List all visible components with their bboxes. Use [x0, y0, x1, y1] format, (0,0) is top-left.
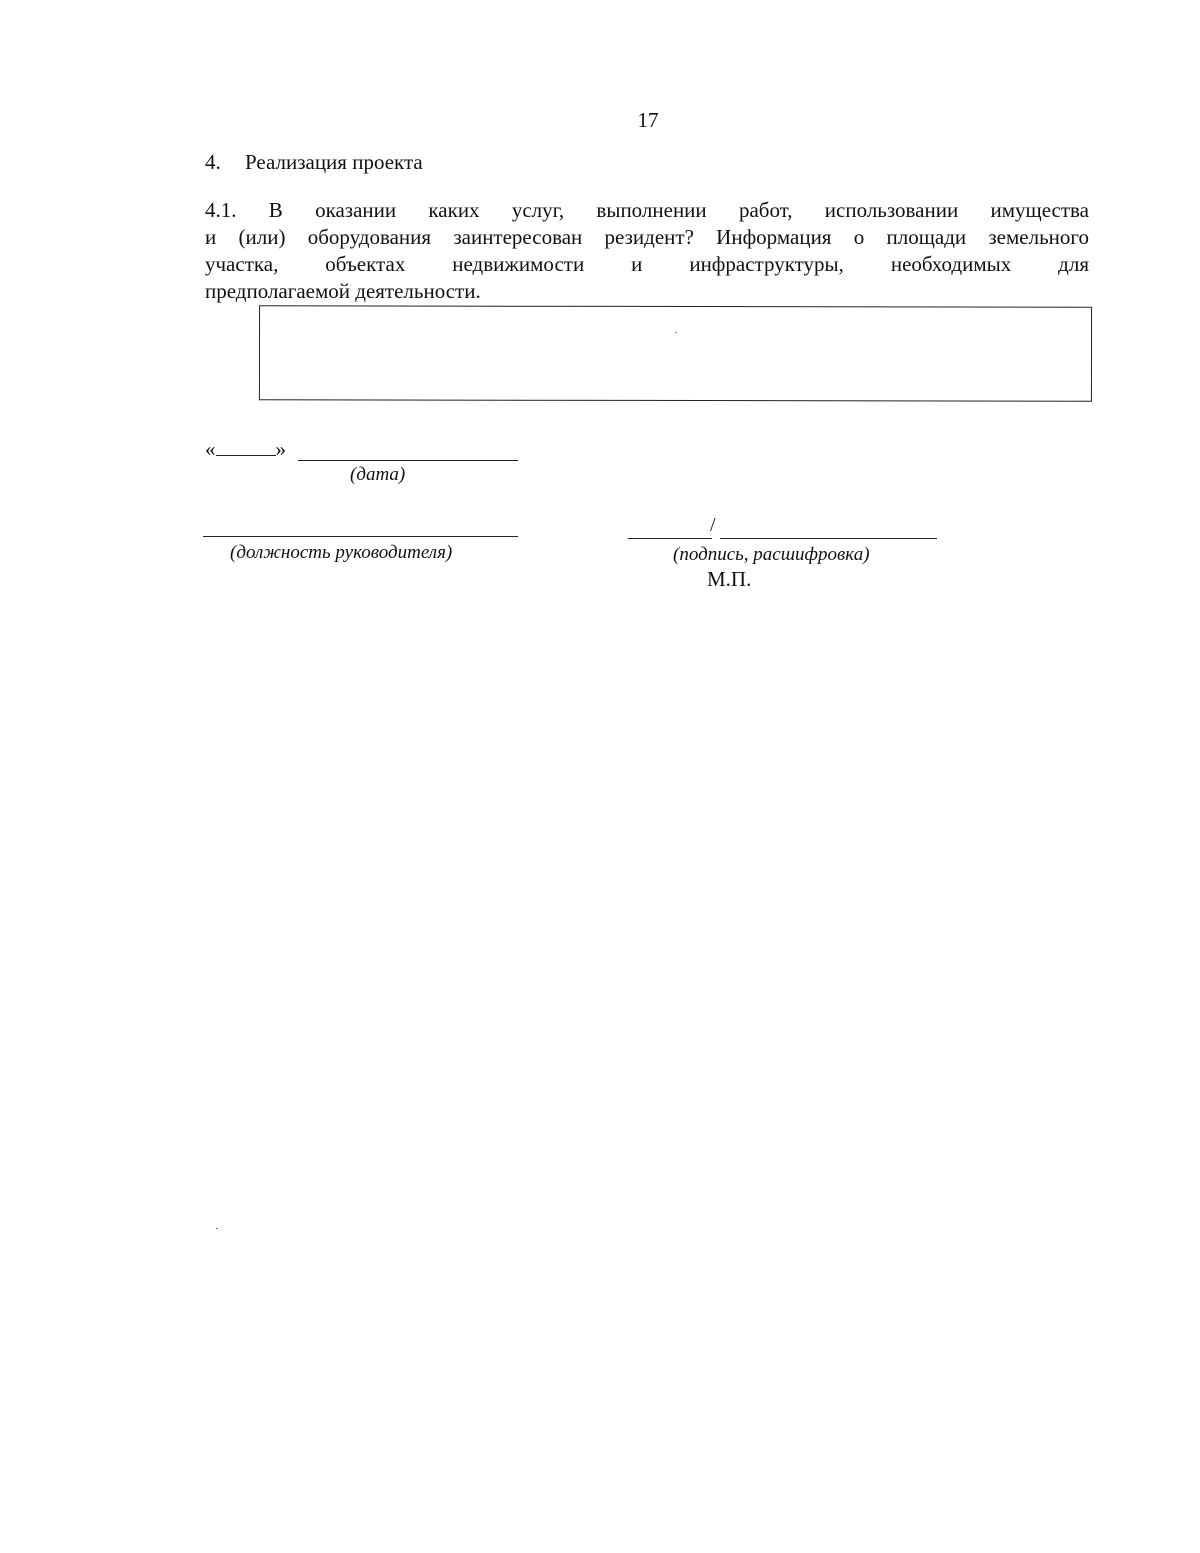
signature-blank-line[interactable] — [628, 538, 712, 539]
stamp-label: М.П. — [707, 567, 752, 591]
question-line-2: и (или) оборудования заинтересован резидент? Информация о площади земельного — [205, 225, 1089, 249]
answer-box[interactable] — [259, 305, 1092, 401]
section-title: Реализация проекта — [245, 150, 423, 174]
position-caption: (должность руководителя) — [230, 542, 453, 563]
page-number: 17 — [637, 108, 659, 132]
position-blank-line[interactable] — [203, 536, 518, 537]
question-line-1-text: В оказании каких услуг, выполнении работ, использовании имущества — [268, 198, 1089, 222]
date-caption: (дата) — [350, 464, 406, 485]
quote-open: « — [205, 437, 216, 461]
signature-caption: (подпись, расшифровка) — [673, 544, 870, 565]
date-blank-line[interactable] — [298, 460, 518, 461]
date-field — [205, 437, 286, 462]
quote-close: » — [275, 437, 286, 461]
signature-slash: / — [710, 514, 716, 536]
name-blank-line[interactable] — [720, 538, 937, 539]
section-heading — [205, 150, 423, 175]
scan-speck — [675, 332, 677, 333]
question-text — [205, 197, 1089, 305]
question-line-3: участка, объектах недвижимости и инфраструктуры, необходимых для — [205, 252, 1089, 276]
question-line-4: предполагаемой деятельности. — [205, 279, 481, 303]
scan-speck — [216, 1228, 218, 1229]
section-number: 4. — [205, 150, 221, 174]
question-number: 4.1. — [205, 198, 237, 222]
question-line-1 — [205, 197, 1089, 224]
day-blank[interactable] — [216, 437, 276, 456]
